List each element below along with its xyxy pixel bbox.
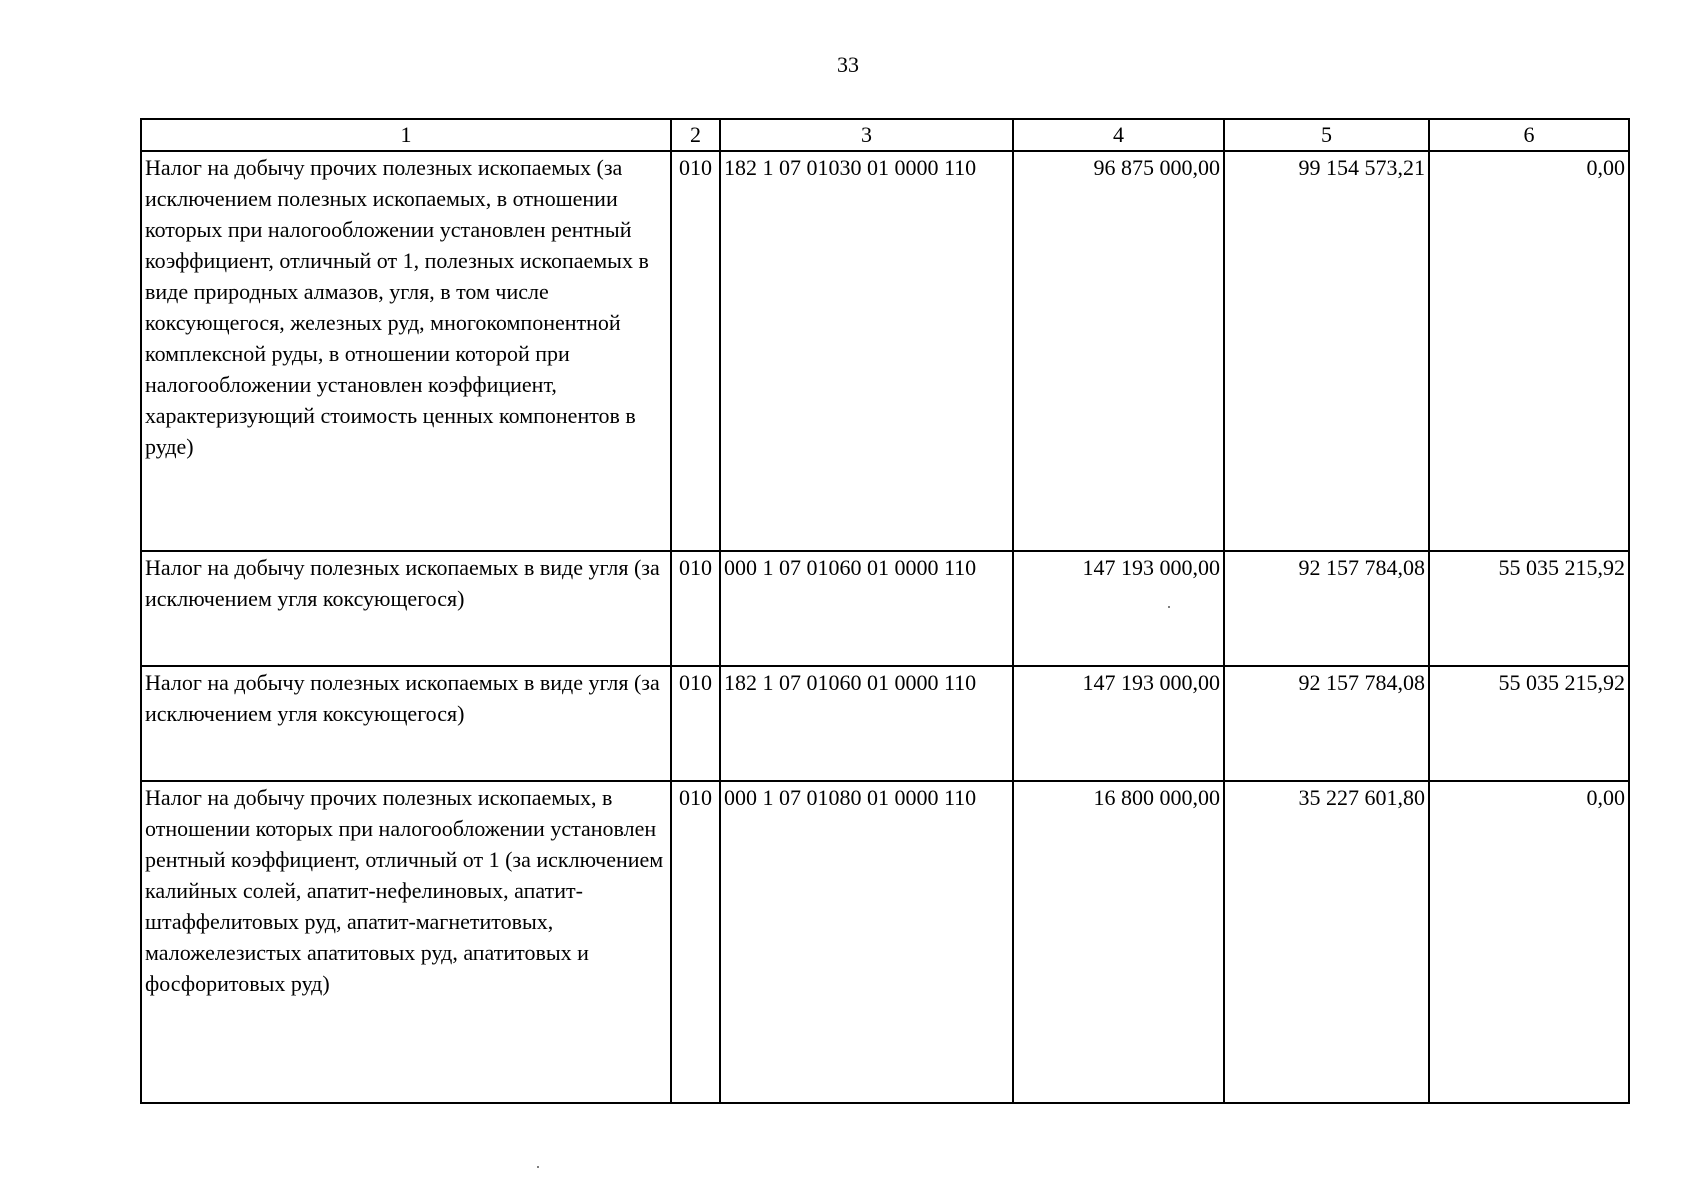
report-table [140,118,1630,1104]
column-header-1: 1 [141,119,671,151]
row-value-col4: 96 875 000,00 [1013,151,1224,551]
row-budget-code: 000 1 07 01080 01 0000 110 [720,781,1013,1103]
column-header-6: 6 [1429,119,1629,151]
scan-speck [1168,606,1170,608]
row-value-col4: 16 800 000,00 [1013,781,1224,1103]
row-budget-code: 182 1 07 01060 01 0000 110 [720,666,1013,781]
row-value-col5: 35 227 601,80 [1224,781,1429,1103]
row-value-col5: 92 157 784,08 [1224,551,1429,666]
column-header-3: 3 [720,119,1013,151]
row-value-col4: 147 193 000,00 [1013,666,1224,781]
table-row [141,151,1629,551]
table-row [141,666,1629,781]
row-value-col6: 55 035 215,92 [1429,666,1629,781]
row-value-col6: 0,00 [1429,781,1629,1103]
column-header-4: 4 [1013,119,1224,151]
row-name: Налог на добычу полезных ископаемых в виде угля (за исключением угля коксующегося) [141,551,671,666]
row-value-col6: 55 035 215,92 [1429,551,1629,666]
row-value-col4: 147 193 000,00 [1013,551,1224,666]
row-budget-code: 182 1 07 01030 01 0000 110 [720,151,1013,551]
row-budget-code: 000 1 07 01060 01 0000 110 [720,551,1013,666]
row-value-col5: 92 157 784,08 [1224,666,1429,781]
column-header-5: 5 [1224,119,1429,151]
row-line-code: 010 [671,151,720,551]
scan-speck [537,1166,539,1168]
page-number: 33 [837,52,859,77]
row-name: Налог на добычу прочих полезных ископаемых (за исключением полезных ископаемых, в отношении которых при налогообложении установлен рентный коэффициент, отличный от 1, полезных ископаемых в виде природных алмазов, угля, в том числе коксующегося, железных руд, многокомпонентной комплексной руды, в отношении которой при налогообложении установлен коэффициент, характеризующий стоимость ценных компонентов в руде) [141,151,671,551]
row-line-code: 010 [671,666,720,781]
row-name: Налог на добычу прочих полезных ископаемых, в отношении которых при налогообложении установлен рентный коэффициент, отличный от 1 (за исключением калийных солей, апатит-нефелиновых, апатит-штаффелитовых руд, апатит-магнетитовых, маложелезистых апатитовых руд, апатитовых и фосфоритовых руд) [141,781,671,1103]
row-line-code: 010 [671,781,720,1103]
table-row [141,551,1629,666]
header-row [141,119,1629,151]
row-value-col5: 99 154 573,21 [1224,151,1429,551]
row-line-code: 010 [671,551,720,666]
table-row [141,781,1629,1103]
row-value-col6: 0,00 [1429,151,1629,551]
column-header-2: 2 [671,119,720,151]
row-name: Налог на добычу полезных ископаемых в виде угля (за исключением угля коксующегося) [141,666,671,781]
